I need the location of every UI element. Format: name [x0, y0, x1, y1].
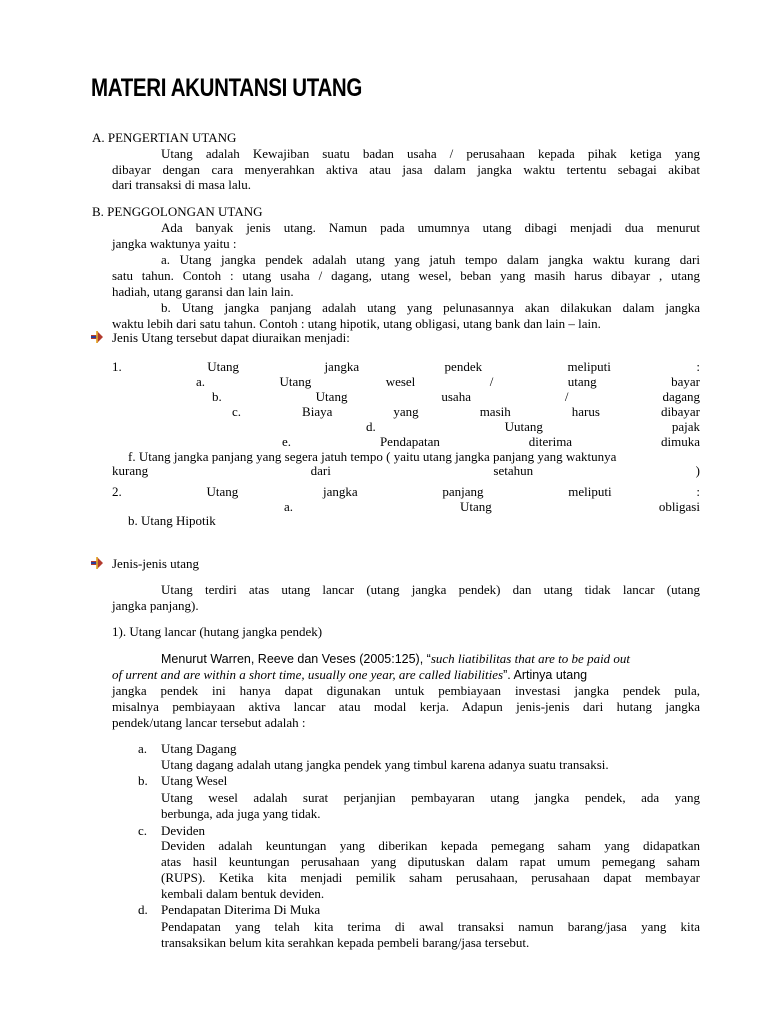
section-b-line: a. Utang jangka pendek adalah utang yang jatuh tempo dalam jangka waktu kurang dari	[161, 252, 700, 267]
list1-cell: 1.	[112, 359, 122, 374]
item-desc: Utang wesel adalah surat perjanjian pembayaran utang jangka pendek, ada yang	[161, 790, 700, 805]
jenis-para-line: Utang terdiri atas utang lancar (utang jangka pendek) dan utang tidak lancar (utang	[161, 582, 700, 597]
jenis-para2-line: jangka pendek ini hanya dapat digunakan untuk pembiayaan investasi jangka pendek pula,	[112, 683, 700, 698]
list1-row	[366, 419, 700, 435]
list2-row	[284, 499, 700, 515]
list1-item-f: f. Utang jangka panjang yang segera jatuh tempo ( yaitu utang jangka panjang yang waktunya	[128, 449, 617, 464]
list2-cell: panjang	[442, 484, 484, 499]
list1-row	[282, 434, 700, 450]
section-b-line: satu tahun. Contoh : utang usaha / dagang, utang wesel, beban yang masih harus dibayar , utang	[112, 268, 700, 283]
list1-cell: dari	[310, 463, 331, 478]
item-name: Utang Dagang	[161, 741, 237, 756]
list1-cell: dagang	[662, 389, 700, 404]
list1-cell: meliputi	[567, 359, 611, 374]
list1-cell: /	[564, 389, 569, 404]
section-b-heading: B. PENGGOLONGAN UTANG	[92, 204, 263, 219]
list1-cell: diterima	[528, 434, 573, 449]
list1-row	[112, 359, 700, 375]
item-desc: atas hasil keuntungan perusahaan yang diputuskan dalam rapat umum pemegang saham	[161, 854, 700, 869]
item-name: Utang Wesel	[161, 773, 228, 788]
section-b-line: hadiah, utang garansi dan lain lain.	[112, 284, 294, 299]
section-a-line: dari transaksi di masa lalu.	[112, 177, 251, 192]
list2-cell: jangka	[323, 484, 358, 499]
list1-cell: Biaya	[302, 404, 333, 419]
list1-cell: yang	[393, 404, 419, 419]
item-desc: Deviden adalah keuntungan yang diberikan kepada pemegang saham yang didapatkan	[161, 838, 700, 853]
quote-text: of urrent and are within a short time, usually one year, are called liabilities	[112, 667, 504, 682]
item-desc: berbunga, ada juga yang tidak.	[161, 806, 321, 821]
list1-cell: pajak	[671, 419, 700, 434]
section-b-line: jangka waktunya yaitu :	[112, 236, 237, 251]
utang-lancar-subheading: 1). Utang lancar (hutang jangka pendek)	[112, 624, 323, 639]
list1-cell: Pendapatan	[379, 434, 440, 449]
section-a-heading: A. PENGERTIAN UTANG	[92, 130, 237, 145]
list2-row	[112, 484, 700, 500]
jenis-para2-line: misalnya pembiayaan aktiva lancar atau modal kerja. Adapun jenis-jenis dari hutang jangka	[112, 699, 700, 714]
list1-cell: a.	[196, 374, 206, 389]
item-name: Pendapatan Diterima Di Muka	[161, 902, 321, 917]
quote-text: such liatibilitas that are to be paid out	[430, 651, 631, 666]
item-desc: transaksikan belum kita serahkan kepada pembeli barang/jasa tersebut.	[161, 935, 530, 950]
item-label: a.	[138, 741, 148, 756]
section-a-line: dibayar dengan cara menyerahkan aktiva atau jasa dalam jangka waktu tertentu sebagai akibat	[112, 162, 700, 177]
item-desc: Utang dagang adalah utang jangka pendek yang timbul karena adanya suatu transaksi.	[161, 757, 609, 772]
list2-cell: :	[696, 484, 700, 499]
item-desc: Pendapatan yang telah kita terima di awal transaksi namun barang/jasa yang kita	[161, 919, 700, 934]
list2-cell: a.	[284, 499, 294, 514]
list1-row	[112, 463, 700, 479]
list1-cell: :	[696, 359, 700, 374]
section-b-line: waktu lebih dari satu tahun. Contoh : utang hipotik, utang obligasi, utang bank dan lain – lain.	[112, 316, 601, 331]
list1-cell: bayar	[671, 374, 700, 389]
list1-cell: Uutang	[504, 419, 543, 434]
list1-cell: wesel	[385, 374, 416, 389]
item-desc: kembali dalam bentuk deviden.	[161, 886, 325, 901]
item-label: b.	[138, 773, 148, 788]
item-label: d.	[138, 902, 148, 917]
jenis-para2-line: pendek/utang lancar tersebut adalah :	[112, 715, 306, 730]
list1-cell: kurang	[112, 463, 149, 478]
list1-cell: )	[695, 463, 700, 478]
list1-cell: b.	[212, 389, 222, 404]
quote-line	[161, 651, 700, 667]
list1-cell: Utang	[207, 359, 239, 374]
list1-cell: dibayar	[660, 404, 700, 419]
section-b-line: Ada banyak jenis utang. Namun pada umumnya utang dibagi menjadi dua menurut	[161, 220, 700, 235]
list1-cell: utang	[567, 374, 597, 389]
document-title: MATERI AKUNTANSI UTANG	[91, 74, 363, 102]
list2-cell: obligasi	[658, 499, 700, 514]
list1-cell: e.	[282, 434, 292, 449]
jenis-intro: Jenis Utang tersebut dapat diuraikan menjadi:	[112, 330, 350, 345]
section-a-line: Utang adalah Kewajiban suatu badan usaha / perusahaan kepada pihak ketiga yang	[161, 146, 700, 161]
item-desc: (RUPS). Ketika kita menjadi pemilik saham perusahaan, perusahaan dapat membayar	[161, 870, 700, 885]
list2-cell: Utang	[206, 484, 239, 499]
list2-cell: Utang	[460, 499, 492, 514]
list1-cell: jangka	[324, 359, 360, 374]
list2-cell: meliputi	[568, 484, 612, 499]
jenis-para-line: jangka panjang).	[112, 598, 199, 613]
quote-suffix: ”. Artinya utang	[503, 668, 588, 682]
jenis-jenis-heading: Jenis-jenis utang	[112, 556, 200, 571]
list1-cell: Utang	[315, 389, 348, 404]
list1-cell: setahun	[493, 463, 534, 478]
item-name: Deviden	[161, 823, 206, 838]
list1-row	[232, 404, 700, 420]
arrow-bullet-icon	[91, 557, 103, 569]
list1-cell: pendek	[444, 359, 483, 374]
item-label: c.	[138, 823, 148, 838]
list1-cell: masih	[479, 404, 511, 419]
list1-cell: Utang	[279, 374, 312, 389]
list1-cell: d.	[366, 419, 376, 434]
list1-cell: usaha	[441, 389, 471, 404]
list1-cell: c.	[232, 404, 242, 419]
section-b-line: b. Utang jangka panjang adalah utang yang pelunasannya akan dilakukan dalam jangka	[161, 300, 700, 315]
quote-line	[112, 667, 587, 683]
list1-row	[212, 389, 700, 405]
list1-row	[196, 374, 700, 390]
list1-cell: harus	[571, 404, 600, 419]
list2-cell: 2.	[112, 484, 122, 499]
list1-cell: dimuka	[661, 434, 700, 449]
list1-cell: /	[489, 374, 494, 389]
arrow-bullet-icon	[91, 331, 103, 343]
quote-prefix: Menurut Warren, Reeve dan Veses (2005:125), “	[161, 652, 431, 666]
list2-item-b: b. Utang Hipotik	[128, 513, 216, 528]
